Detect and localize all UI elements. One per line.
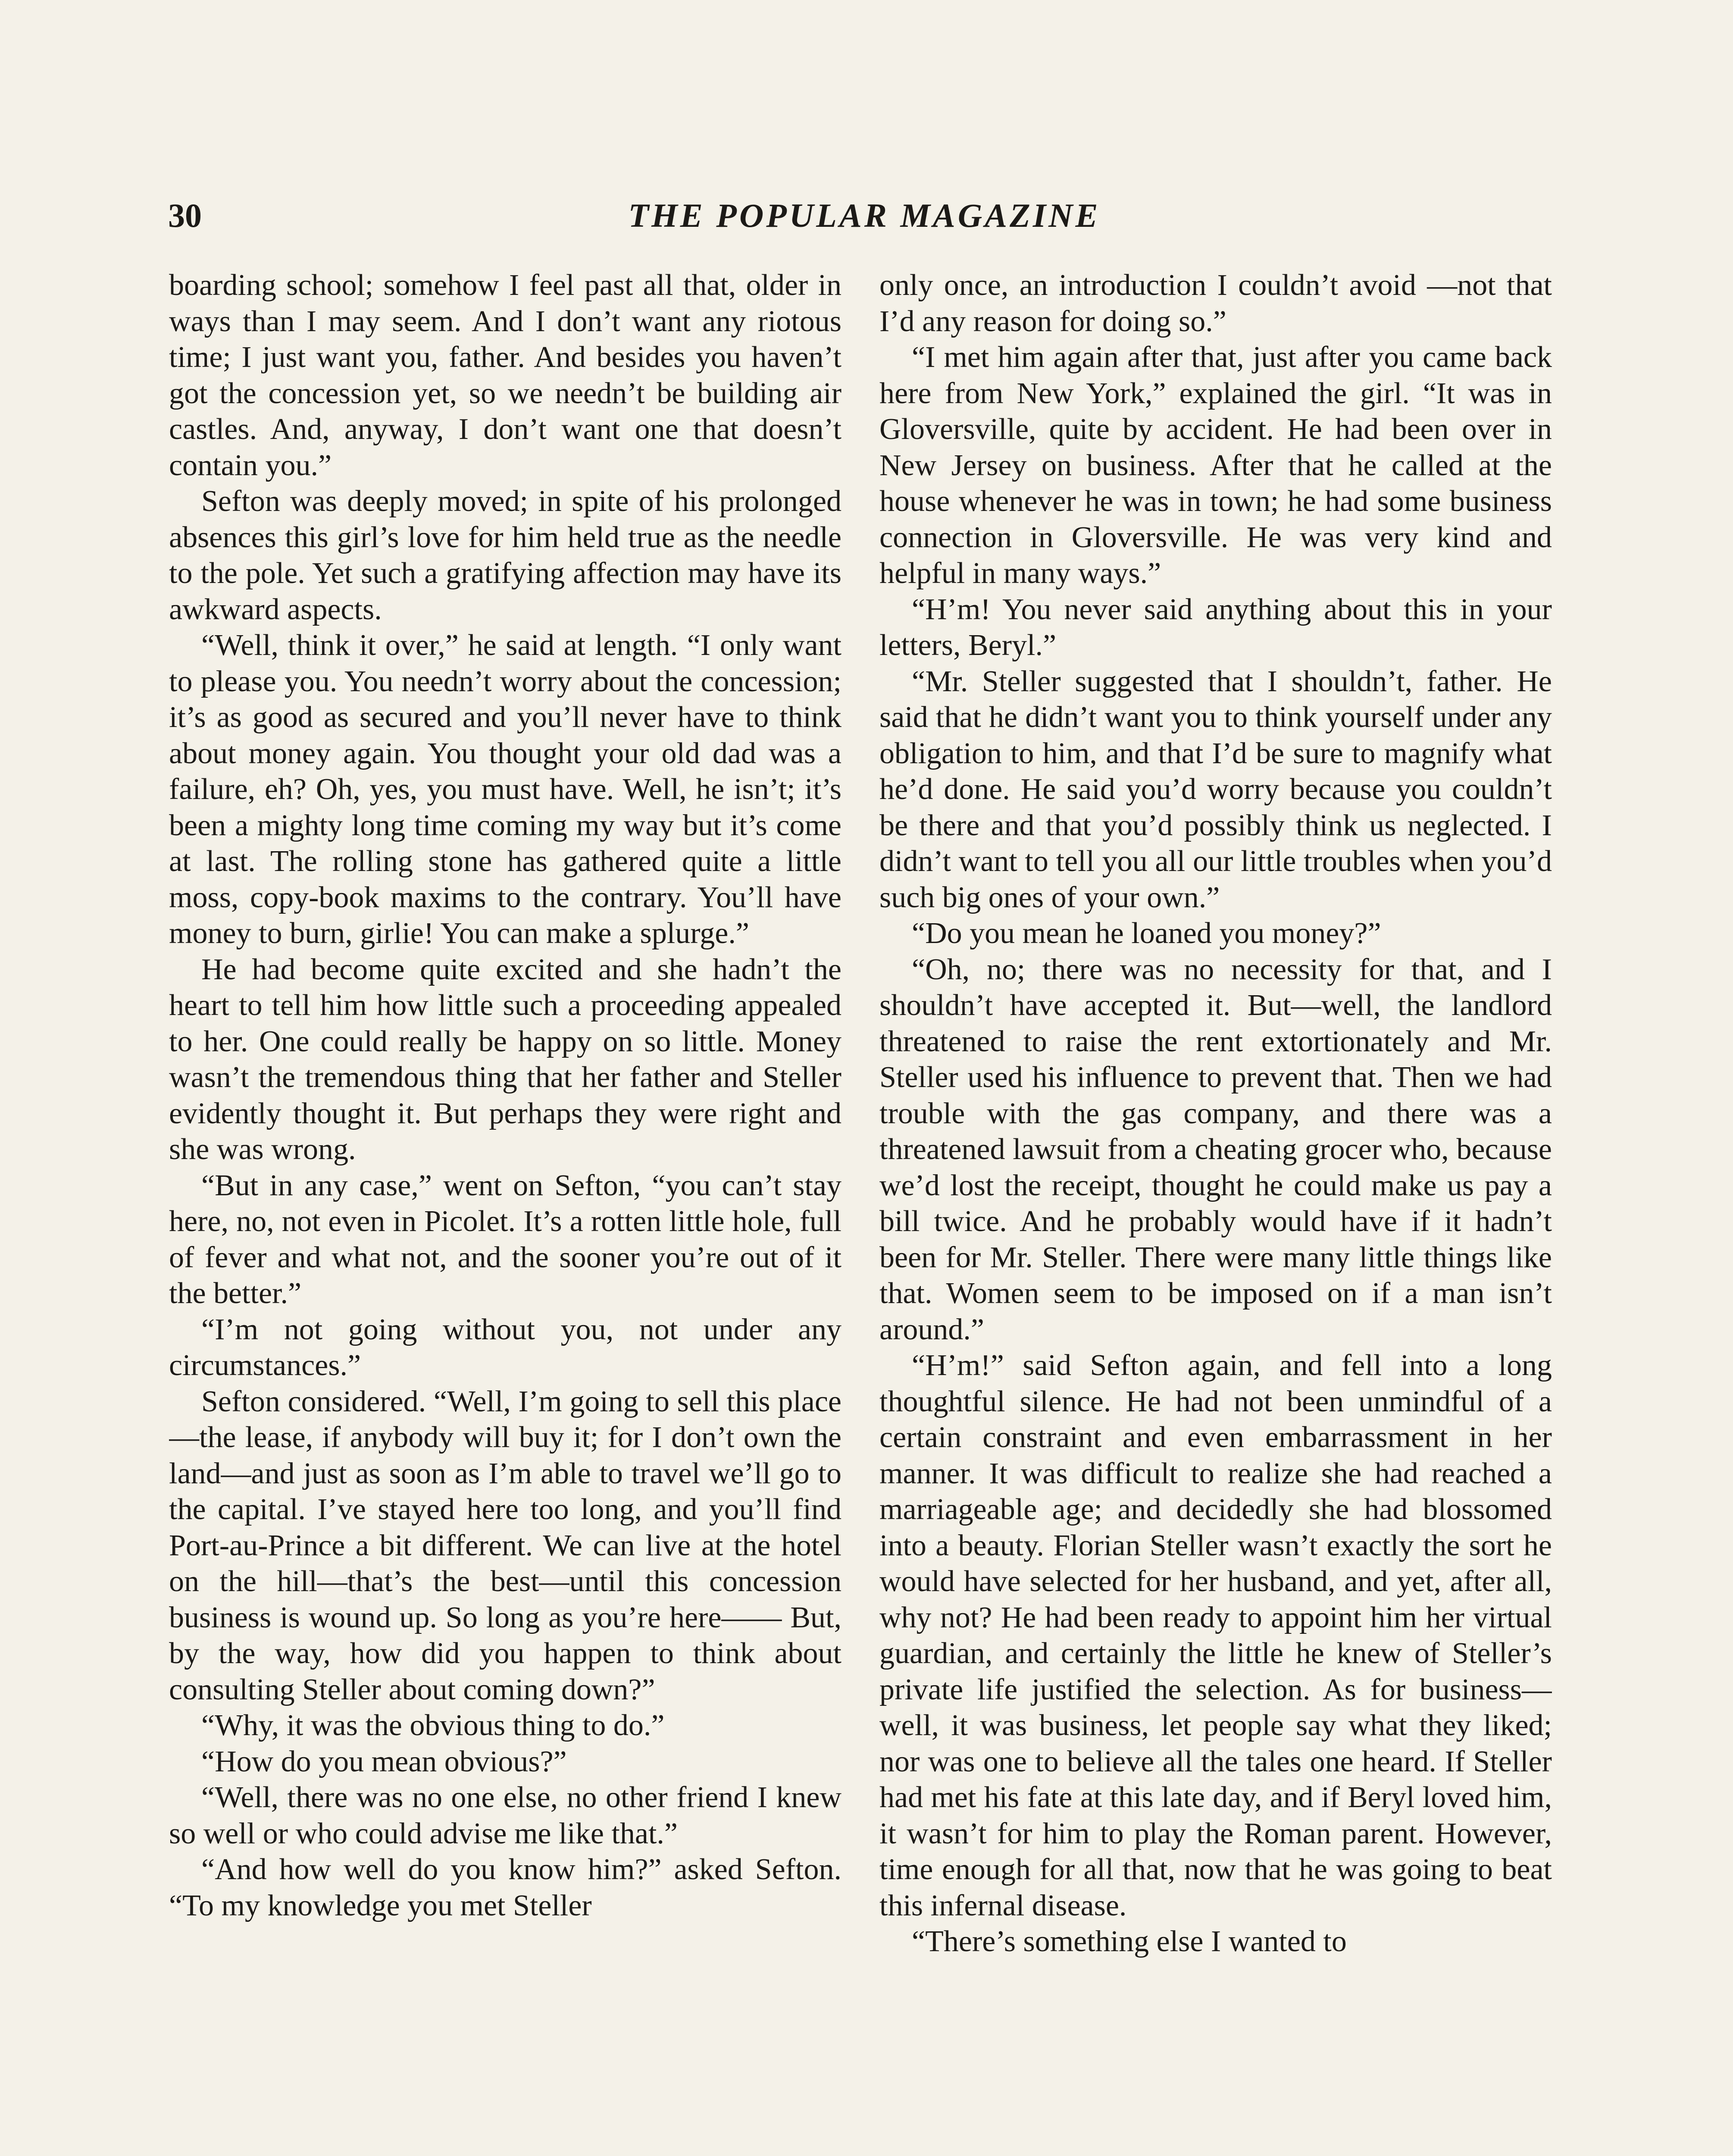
- paragraph: “H’m!” said Sefton again, and fell into a long thoughtful silence. He had not been unmindful of a certain constraint and even embarrassment in her manner. It was difficult to realize she had reached a marriageable age; and decidedly she had blossomed into a beauty. Florian Steller wasn’t exactly the sort he would have selected for her husband, and yet, after all, why not? He had been ready to appoint him her virtual guardian, and certainly the little he knew of Steller’s private life justified the selection. As for business—well, it was business, let people say what they liked; nor was one to believe all the tales one heard. If Steller had met his fate at this late day, and if Beryl loved him, it wasn’t for him to play the Roman parent. However, time enough for all that, now that he was going to beat this infernal disease.: [879, 1349, 1552, 1922]
- paragraph: He had become quite excited and she hadn’t the heart to tell him how little such a proceeding appealed to her. One could really be happy on so little. Money wasn’t the tremendous thing that her father and Steller evidently thought it. But perhaps they were right and she was wrong.: [169, 953, 841, 1166]
- paragraph: “Well, think it over,” he said at length. “I only want to please you. You needn’t worry about the concession; it’s as good as secured and you’ll never have to think about money again. You thought your old dad was a failure, eh? Oh, yes, you must have. Well, he isn’t; it’s been a mighty long time coming my way but it’s come at last. The rolling stone has gathered quite a little moss, copy-book maxims to the contrary. You’ll have money to burn, girlie! You can make a splurge.”: [169, 629, 841, 950]
- paragraph: “Mr. Steller suggested that I shouldn’t, father. He said that he didn’t want you to think yourself under any obligation to him, and that I’d be sure to magnify what he’d done. He said you’d worry because you couldn’t be there and that you’d possibly think us neglected. I didn’t want to tell you all our little troubles when you’d such big ones of your own.”: [879, 664, 1552, 914]
- paragraph: “Well, there was no one else, no other friend I knew so well or who could advise me like that.”: [169, 1781, 841, 1850]
- paragraph: “Oh, no; there was no necessity for that, and I shouldn’t have accepted it. But—well, the landlord threatened to raise the rent extortionately and Mr. Steller used his influence to prevent that. Then we had trouble with the gas company, and there was a threatened lawsuit from a cheating grocer who, because we’d lost the receipt, thought he could make us pay a bill twice. And he probably would have if it hadn’t been for Mr. Steller. There were many little things like that. Women seem to be imposed on if a man isn’t around.”: [879, 953, 1552, 1346]
- page-header: [168, 190, 1561, 241]
- running-title: THE POPULAR MAGAZINE: [628, 197, 1101, 234]
- paragraph: only once, an introduction I couldn’t avoid —not that I’d any reason for doing so.”: [879, 269, 1552, 338]
- page-number: 30: [168, 197, 202, 234]
- paragraph: “Do you mean he loaned you money?”: [912, 917, 1381, 950]
- paragraph: Sefton considered. “Well, I’m going to sell this place—the lease, if anybody will buy it; for I don’t own the land—and just as soon as I’m able to travel we’ll go to the capital. I’ve stayed here too long, and you’ll find Port-au-Prince a bit different. We can live at the hotel on the hill—that’s the best—until this concession business is wound up. So long as you’re here—— But, by the way, how did you happen to think about consulting Steller about coming down?”: [169, 1385, 841, 1706]
- paragraph: “How do you mean obvious?”: [201, 1745, 567, 1778]
- paragraph: “But in any case,” went on Sefton, “you can’t stay here, no, not even in Picolet. It’s a rotten little hole, full of fever and what not, and the sooner you’re out of it the better.”: [169, 1169, 841, 1310]
- paragraph: “H’m! You never said anything about this in your letters, Beryl.”: [879, 592, 1552, 662]
- text-column-right: [879, 267, 1552, 2156]
- paragraph: “I’m not going without you, not under any circumstances.”: [169, 1313, 841, 1382]
- paragraph: “Why, it was the obvious thing to do.”: [201, 1709, 665, 1742]
- paragraph: Sefton was deeply moved; in spite of his prolonged absences this girl’s love for him held true as the needle to the pole. Yet such a gratifying affection may have its awkward aspects.: [169, 485, 841, 626]
- paragraph: “I met him again after that, just after you came back here from New York,” explained the girl. “It was in Gloversville, quite by accident. He had been over in New Jersey on business. After that he called at the house whenever he was in town; he had some business connection in Gloversville. He was very kind and helpful in many ways.”: [879, 341, 1552, 590]
- text-column-left: [169, 267, 841, 2156]
- paragraph: “There’s something else I wanted to: [912, 1925, 1347, 1958]
- paragraph: boarding school; somehow I feel past all that, older in ways than I may seem. And I don’t want any riotous time; I just want you, father. And besides you haven’t got the concession yet, so we needn’t be building air castles. And, anyway, I don’t want one that doesn’t contain you.”: [169, 269, 841, 482]
- paragraph: “And how well do you know him?” asked Sefton. “To my knowledge you met Steller: [169, 1853, 841, 1922]
